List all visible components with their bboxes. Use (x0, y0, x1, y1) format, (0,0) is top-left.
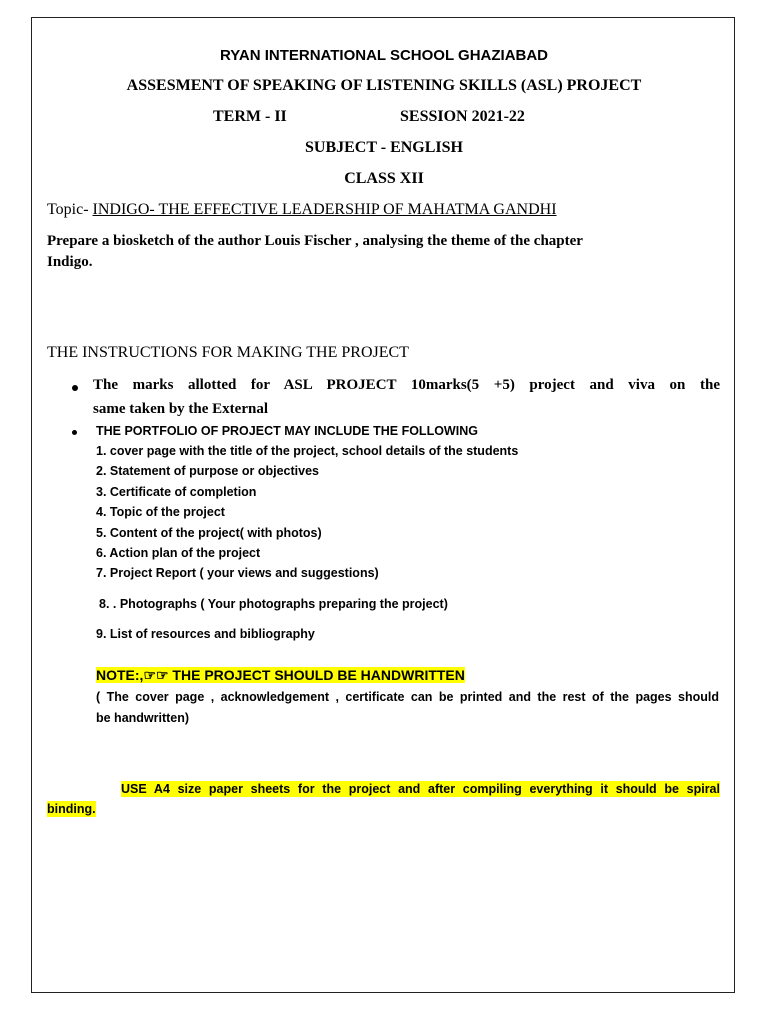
school-name: RYAN INTERNATIONAL SCHOOL GHAZIABAD (219, 47, 549, 64)
task-line-1: Prepare a biosketch of the author Louis Fischer , analysing the theme of the chapter (47, 233, 583, 249)
portfolio-item: 7. Project Report ( your views and suggestions) (96, 566, 379, 580)
subject-label: SUBJECT - ENGLISH (305, 139, 463, 156)
paper-note-line-1: USE A4 size paper sheets for the project and after compiling everything it should be spiral (121, 782, 720, 796)
portfolio-item: 5. Content of the project( with photos) (96, 526, 322, 540)
bullet-icon (72, 385, 78, 391)
paper-note-line-2: binding. (47, 802, 96, 816)
portfolio-item: 9. List of resources and bibliography (96, 627, 315, 641)
portfolio-item: 2. Statement of purpose or objectives (96, 464, 319, 478)
bullet-icon (72, 430, 77, 435)
portfolio-item: 8. . Photographs ( Your photographs preparing the project) (99, 597, 448, 611)
note-detail-line-2: be handwritten) (96, 711, 190, 725)
topic-value: INDIGO- THE EFFECTIVE LEADERSHIP OF MAHATMA GANDHI (92, 201, 557, 218)
note-line (96, 667, 465, 684)
instructions-heading: THE INSTRUCTIONS FOR MAKING THE PROJECT (47, 344, 409, 361)
topic-label: Topic- (47, 201, 93, 218)
class-label: CLASS XII (344, 170, 424, 187)
note-label: NOTE:,☞☞ THE PROJECT SHOULD BE HANDWRITTEN (96, 667, 465, 683)
portfolio-item: 1. cover page with the title of the project, school details of the students (96, 444, 519, 458)
project-title: ASSESMENT OF SPEAKING OF LISTENING SKILLS (ASL) PROJECT (126, 77, 642, 94)
portfolio-item: 3. Certificate of completion (96, 485, 257, 499)
portfolio-item: 4. Topic of the project (96, 505, 225, 519)
portfolio-heading: THE PORTFOLIO OF PROJECT MAY INCLUDE THE FOLLOWING (96, 424, 478, 438)
task-line-2: Indigo. (47, 254, 93, 270)
session-label: SESSION 2021-22 (400, 108, 525, 125)
term-label: TERM - II (213, 108, 287, 125)
paper-note-line-2-wrap (47, 802, 96, 816)
note-detail-line-1: ( The cover page , acknowledgement , certificate can be printed and the rest of the pages should (96, 690, 719, 704)
marks-line-1: The marks allotted for ASL PROJECT 10marks(5 +5) project and viva on the (93, 377, 720, 393)
topic-line (47, 201, 557, 219)
marks-line-2: same taken by the External (93, 401, 268, 417)
portfolio-item: 6. Action plan of the project (96, 546, 261, 560)
